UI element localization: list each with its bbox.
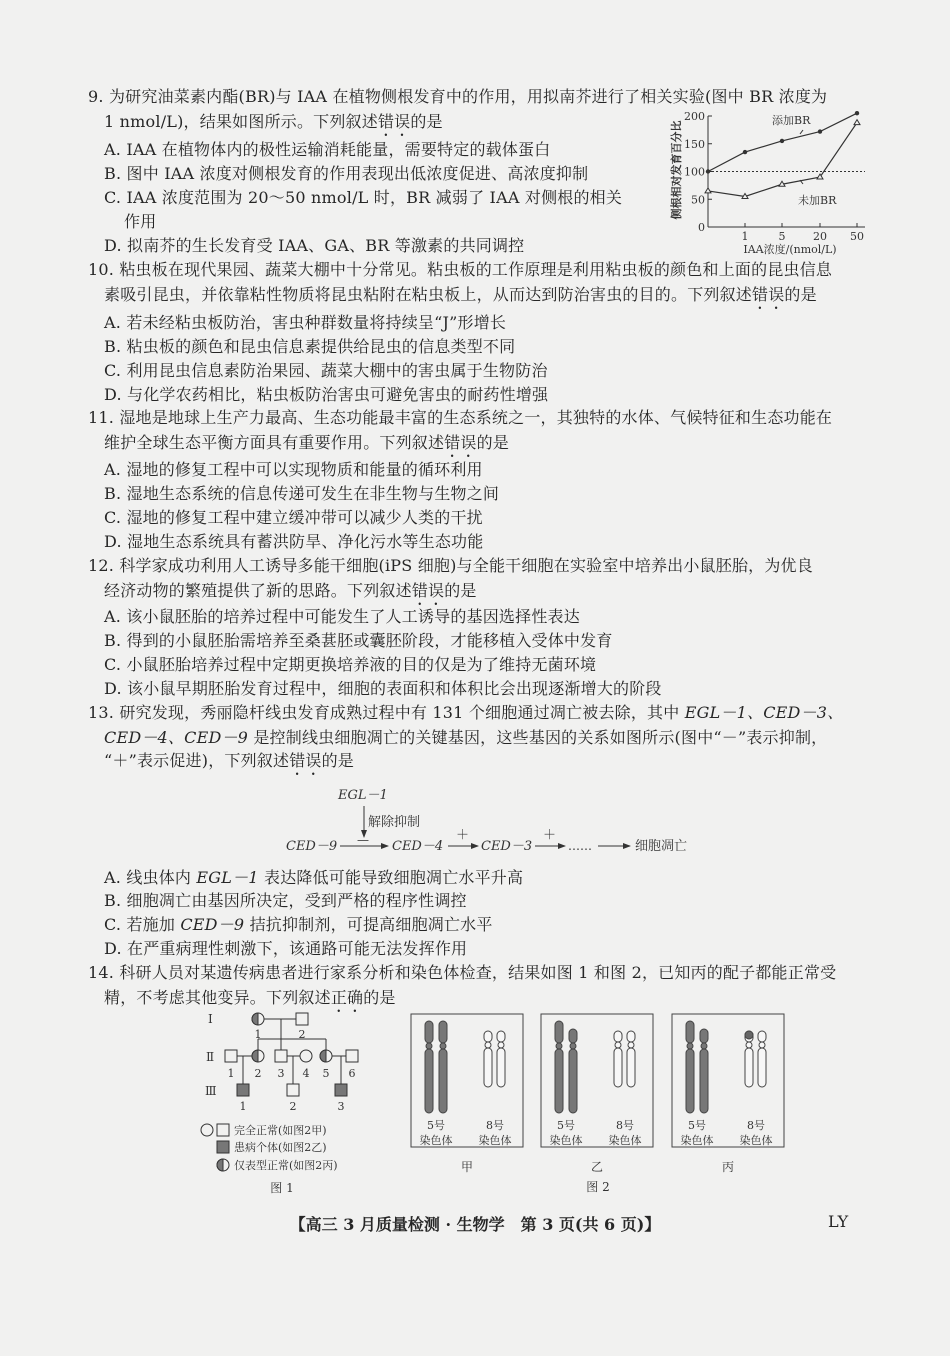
q10-option-a: A. 若未经粘虫板防治，害虫种群数量将持续呈“J”形增长 xyxy=(104,313,507,332)
chromosome-number: 8号 xyxy=(616,1119,634,1132)
emphasis-text: 错误 xyxy=(377,112,411,131)
panel-label: 甲 xyxy=(460,1160,474,1174)
emphasis-text: 正确 xyxy=(330,988,364,1007)
data-point xyxy=(706,169,710,173)
individual-number: 3 xyxy=(337,1100,345,1113)
data-point xyxy=(855,111,859,115)
chromosome-label: 染色体 xyxy=(478,1134,512,1147)
chromosome-8 xyxy=(745,1031,753,1087)
q13-option-d: D. 在严重病理性刺激下，该通路可能无法发挥作用 xyxy=(104,939,468,958)
generation-II: Ⅱ xyxy=(206,1050,215,1064)
iaa-br-line-chart xyxy=(660,100,880,260)
ced9-label: CED－9 xyxy=(286,839,338,854)
emphasis-text: 错误 xyxy=(411,581,445,600)
q12-option-b: B. 得到的小鼠胚胎需培养至桑葚胚或囊胚阶段，才能移植入受体中发育 xyxy=(104,631,613,650)
y-tick-label: 200 xyxy=(684,110,705,123)
text: 精，不考虑其他变异。下列叙述 xyxy=(104,988,331,1007)
legend-normal-label: 完全正常(如图2甲) xyxy=(234,1124,327,1137)
panel-label: 丙 xyxy=(721,1160,735,1174)
text: 素吸引昆虫，并依靠粘性物质将昆虫粘附在粘虫板上，从而达到防治害虫的目的。下列叙述 xyxy=(104,285,753,304)
q9-stem-line2 xyxy=(104,111,443,140)
chromosome-8 xyxy=(497,1031,505,1087)
y-tick-label: 100 xyxy=(684,165,705,179)
text: 经济动物的繁殖提供了新的思路。下列叙述 xyxy=(104,581,412,600)
q11-option-b: B. 湿地生态系统的信息传递可发生在非生物与生物之间 xyxy=(104,484,500,503)
footer-code: LY xyxy=(828,1212,849,1231)
chromosome-8 xyxy=(484,1031,492,1087)
individual-number: 2 xyxy=(254,1067,262,1080)
q10-option-d: D. 与化学农药相比，粘虫板防治害虫可避免害虫的耐药性增强 xyxy=(104,385,549,404)
chromosome-number: 5号 xyxy=(688,1119,706,1132)
chromosome-5 xyxy=(555,1021,563,1113)
affected-male-III3 xyxy=(335,1084,347,1096)
legend-normal-circle-icon xyxy=(201,1124,213,1136)
text: C. 若施加 xyxy=(104,915,181,934)
affected-male-III1 xyxy=(237,1084,249,1096)
legend-carrier-icon xyxy=(217,1159,229,1171)
legend-affected-label: 患病个体(如图2乙) xyxy=(234,1141,327,1154)
gene-name: CED－9 xyxy=(180,915,245,934)
data-point xyxy=(705,188,711,193)
leader-line xyxy=(800,130,803,134)
text: 拮抗抑制剂，可提高细胞凋亡水平 xyxy=(244,915,493,934)
q12-option-c: C. 小鼠胚胎培养过程中定期更换培养液的目的仅是为了维持无菌环境 xyxy=(104,655,597,674)
individual-number: 3 xyxy=(277,1067,285,1080)
data-point xyxy=(854,120,860,125)
q10-option-c: C. 利用昆虫信息素防治果园、蔬菜大棚中的害虫属于生物防治 xyxy=(104,361,548,380)
generation-I: Ⅰ xyxy=(208,1012,213,1026)
y-tick-label: 150 xyxy=(684,137,705,151)
chromosome-number: 8号 xyxy=(747,1119,765,1132)
individual-number: 1 xyxy=(227,1067,235,1080)
generation-III: Ⅲ xyxy=(205,1084,217,1098)
x-tick-label: 5 xyxy=(778,230,786,243)
q13-stem-line3 xyxy=(104,750,354,779)
ced3-label: CED－3 xyxy=(481,839,533,854)
text: “＋”表示促进)，下列叙述 xyxy=(104,751,290,770)
x-tick-label: 20 xyxy=(813,230,827,243)
individual-number: 4 xyxy=(302,1067,310,1080)
apoptosis-pathway-diagram xyxy=(270,780,720,870)
ellipsis: …… xyxy=(568,839,592,853)
chromosome-5 xyxy=(569,1029,577,1113)
figure-2-caption: 图 2 xyxy=(586,1180,610,1194)
individual-number: 2 xyxy=(289,1100,297,1113)
chromosome-5 xyxy=(439,1021,447,1113)
legend-affected-icon xyxy=(217,1141,229,1153)
legend-normal-square-icon xyxy=(217,1124,229,1136)
text: 1 nmol/L)，结果如图所示。下列叙述 xyxy=(104,112,378,131)
gene-names: EGL－1、CED－3、 xyxy=(684,703,844,722)
individual-number: 1 xyxy=(254,1028,262,1041)
chromosome-label: 染色体 xyxy=(549,1134,583,1147)
carrier-female-II2 xyxy=(252,1050,264,1062)
data-point xyxy=(818,129,822,133)
chromosome-5 xyxy=(700,1029,708,1113)
promote-sign: ＋ xyxy=(543,828,557,843)
data-point xyxy=(743,150,747,154)
gene-name: EGL－1 xyxy=(196,868,259,887)
text: 的是 xyxy=(321,751,355,770)
emphasis-text: 错误 xyxy=(444,433,477,452)
q12-option-d: D. 该小鼠早期胚胎发育过程中，细胞的表面积和体积比会出现逐渐增大的阶段 xyxy=(104,679,662,698)
q12-option-a: A. 该小鼠胚胎的培养过程中可能发生了人工诱导的基因选择性表达 xyxy=(104,607,580,626)
chromosome-label: 染色体 xyxy=(608,1134,642,1147)
chromosome-label: 染色体 xyxy=(739,1134,773,1147)
inhibit-sign: — xyxy=(357,833,369,847)
individual-number: 5 xyxy=(322,1067,330,1080)
q9-stem-line1: 9. 为研究油菜素内酯(BR)与 IAA 在植物侧根发育中的作用，用拟南芥进行了相关实验(图中 BR 浓度为 xyxy=(88,87,828,106)
normal-male-II3 xyxy=(275,1050,287,1062)
q9-option-d: D. 拟南芥的生长发育受 IAA、GA、BR 等激素的共同调控 xyxy=(104,236,525,255)
individual-number: 1 xyxy=(239,1100,247,1113)
text: 维护全球生态平衡方面具有重要作用。下列叙述 xyxy=(104,433,445,452)
text: 的是 xyxy=(410,112,443,131)
text: 的是 xyxy=(476,433,510,452)
x-tick-label: 50 xyxy=(850,230,864,243)
chromosome-figure xyxy=(405,1005,790,1200)
legend-carrier-label: 仅表型正常(如图2丙) xyxy=(234,1159,338,1172)
normal-male-II1 xyxy=(225,1050,237,1062)
q12-stem-line1: 12. 科学家成功利用人工诱导多能干细胞(iPS 细胞)与全能干细胞在实验室中培养出小鼠胚胎，为优良 xyxy=(88,556,813,575)
q11-option-a: A. 湿地的修复工程中可以实现物质和能量的循环利用 xyxy=(104,460,483,479)
series-label-without-br: 未加BR xyxy=(798,194,837,207)
individual-number: 6 xyxy=(348,1067,356,1080)
text: 13. 研究发现，秀丽隐杆线虫发育成熟过程中有 131 个细胞通过凋亡被去除，其中 xyxy=(88,703,685,722)
carrier-female-II5 xyxy=(320,1050,332,1062)
x-tick-label: 1 xyxy=(741,230,749,243)
q11-option-c: C. 湿地的修复工程中建立缓冲带可以减少人类的干扰 xyxy=(104,508,483,527)
emphasis-text: 错误 xyxy=(289,751,322,770)
chromosome-8 xyxy=(627,1031,635,1087)
chromosome-number: 5号 xyxy=(557,1119,575,1132)
chromosome-label: 染色体 xyxy=(419,1134,453,1147)
promote-sign: ＋ xyxy=(456,828,470,843)
text: 的是 xyxy=(444,581,477,600)
q9-option-c: C. IAA 浓度范围为 20～50 nmol/L 时，BR 减弱了 IAA 对侧根的相关 xyxy=(104,188,623,207)
emphasis-text: 错误 xyxy=(752,285,785,304)
y-tick-label: 50 xyxy=(691,193,705,207)
normal-male-II6 xyxy=(346,1050,358,1062)
chromosome-number: 8号 xyxy=(486,1119,504,1132)
chromosome-label: 染色体 xyxy=(680,1134,714,1147)
q10-stem-line1: 10. 粘虫板在现代果园、蔬菜大棚中十分常见。粘虫板的工作原理是利用粘虫板的颜色和上面的昆虫信息 xyxy=(88,260,833,279)
q14-stem-line1: 14. 科研人员对某遗传病患者进行家系分析和染色体检查，结果如图 1 和图 2，已知丙的配子都能正常受 xyxy=(88,963,837,982)
q13-option-b: B. 细胞凋亡由基因所决定，受到严格的程序性调控 xyxy=(104,891,467,910)
gene-names: CED－4、CED－9 xyxy=(104,728,249,747)
q10-option-b: B. 粘虫板的颜色和昆虫信息素提供给昆虫的信息类型不同 xyxy=(104,337,516,356)
y-axis-label: 侧根相对发育百分比 xyxy=(670,120,683,220)
x-axis-label: IAA浓度/(nmol/L) xyxy=(743,243,837,256)
q9-option-c-cont: 作用 xyxy=(124,212,157,231)
chromosome-5 xyxy=(425,1021,433,1113)
q13-stem-line2 xyxy=(104,727,827,749)
normal-male-III2 xyxy=(287,1084,299,1096)
q13-option-c xyxy=(104,914,493,936)
chromosome-8 xyxy=(614,1031,622,1087)
normal-female-II4 xyxy=(300,1050,312,1062)
chromosome-8 xyxy=(758,1031,766,1087)
q10-stem-line2 xyxy=(104,284,817,313)
text: 是控制线虫细胞凋亡的关键基因，这些基因的关系如图所示(图中“－”表示抑制， xyxy=(248,728,828,747)
q9-option-a: A. IAA 在植物体内的极性运输消耗能量，需要特定的载体蛋白 xyxy=(104,140,551,159)
series-label-with-br: 添加BR xyxy=(772,114,811,127)
text: 的是 xyxy=(784,285,817,304)
text: 的是 xyxy=(363,988,396,1007)
q12-stem-line2 xyxy=(104,580,477,609)
figure-1-caption: 图 1 xyxy=(270,1181,294,1195)
q11-stem-line1: 11. 湿地是地球上生产力最高、生态功能最丰富的生态系统之一，其独特的水体、气候特征和生态功能在 xyxy=(88,408,833,427)
y-tick-label: 0 xyxy=(698,221,705,234)
apoptosis-label: 细胞凋亡 xyxy=(635,839,688,854)
chromosome-number: 5号 xyxy=(427,1119,445,1132)
q11-stem-line2 xyxy=(104,432,509,461)
chromosome-5 xyxy=(686,1021,694,1113)
q13-option-a xyxy=(104,867,523,889)
individual-number: 2 xyxy=(298,1028,306,1041)
panel-label: 乙 xyxy=(590,1160,604,1174)
text: 表达降低可能导致细胞凋亡水平升高 xyxy=(258,868,524,887)
ced4-label: CED－4 xyxy=(392,839,444,854)
egl1-label: EGL－1 xyxy=(338,788,388,803)
normal-male-I2 xyxy=(296,1013,308,1025)
q9-option-b: B. 图中 IAA 浓度对侧根发育的作用表现出低浓度促进、高浓度抑制 xyxy=(104,164,589,183)
text: A. 线虫体内 xyxy=(104,868,197,887)
q11-option-d: D. 湿地生态系统具有蓄洪防旱、净化污水等生态功能 xyxy=(104,532,484,551)
data-point xyxy=(780,139,784,143)
pedigree-figure xyxy=(190,1005,410,1200)
q13-stem-line1 xyxy=(88,702,843,724)
carrier-female-I1 xyxy=(252,1013,264,1025)
release-label: 解除抑制 xyxy=(368,815,421,830)
footer-title: 【高三 3 月质量检测 · 生物学 第 3 页(共 6 页)】 xyxy=(289,1215,661,1234)
